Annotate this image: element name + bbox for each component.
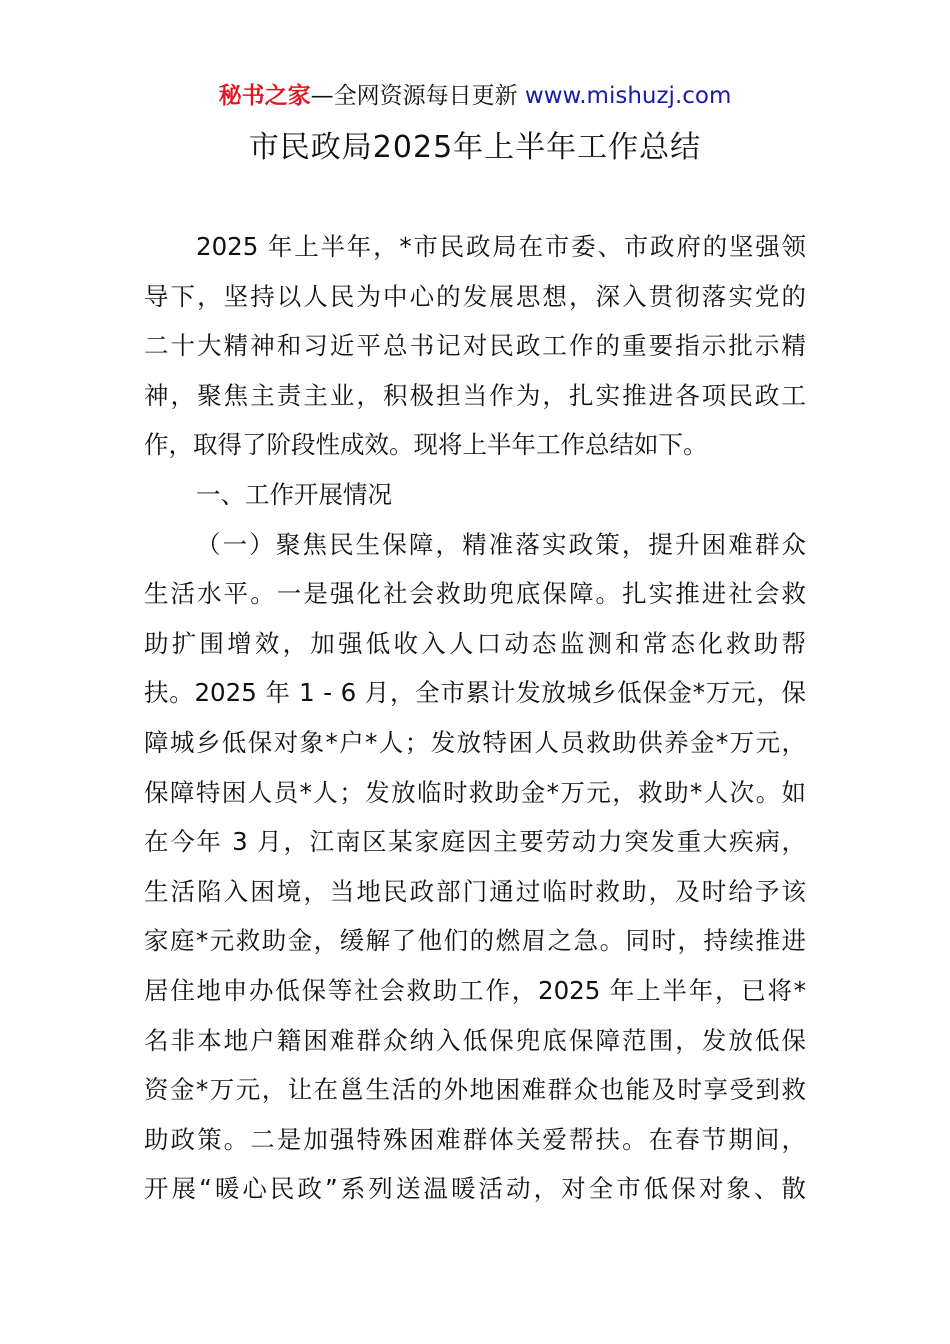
paragraph-line: 作，取得了阶段性成效。现将上半年工作总结如下。 (144, 430, 708, 460)
paragraph-line: 扶。2025 年 1 - 6 月，全市累计发放城乡低保金*万元，保 (144, 678, 806, 708)
paragraph-line: 居住地申办低保等社会救助工作，2025 年上半年，已将* (144, 975, 806, 1005)
paragraph-line: 障城乡低保对象*户*人；发放特困人员救助供养金*万元， (144, 727, 806, 757)
paragraph-line: 资金*万元，让在邕生活的外地困难群众也能及时享受到救 (144, 1075, 806, 1105)
document-body (144, 222, 806, 1214)
paragraph-line: 生活水平。一是强化社会救助兜底保障。扎实推进社会救 (144, 579, 806, 609)
header-tagline: —全网资源每日更新 (310, 83, 525, 109)
paragraph-line: 在今年 3 月，江南区某家庭因主要劳动力突发重大疾病， (144, 827, 806, 857)
paragraph-line: 助政策。二是加强特殊困难群体关爱帮扶。在春节期间， (144, 1124, 806, 1154)
paragraph-line: 导下，坚持以人民为中心的发展思想，深入贯彻落实党的 (144, 281, 806, 311)
paragraph-line: 二十大精神和习近平总书记对民政工作的重要指示批示精 (144, 331, 806, 361)
site-header (0, 80, 950, 112)
paragraph-line: 家庭*元救助金，缓解了他们的燃眉之急。同时，持续推进 (144, 926, 806, 956)
document-title: 市民政局2025年上半年工作总结 (248, 130, 702, 165)
paragraph-line: 生活陷入困境，当地民政部门通过临时救助，及时给予该 (144, 876, 806, 906)
brand-name: 秘书之家 (218, 83, 311, 109)
paragraph-line: （一）聚焦民生保障，精准落实政策，提升困难群众 (196, 529, 806, 559)
paragraph-line: 保障特困人员*人；发放临时救助金*万元，救助*人次。如 (144, 777, 806, 807)
paragraph-line: 助扩围增效，加强低收入人口动态监测和常态化救助帮 (144, 628, 806, 658)
paragraph-line: 2025 年上半年，*市民政局在市委、市政府的坚强领 (196, 232, 806, 261)
paragraph-line: 名非本地户籍困难群众纳入低保兜底保障范围，发放低保 (144, 1025, 806, 1055)
paragraph-line: 开展“暖心民政”系列送温暖活动，对全市低保对象、散 (144, 1174, 806, 1204)
site-url-link[interactable]: www.mishuzj.com (524, 83, 732, 109)
paragraph-line: 神，聚焦主责主业，积极担当作为，扎实推进各项民政工 (144, 380, 806, 410)
section-heading: 一、工作开展情况 (196, 479, 392, 509)
